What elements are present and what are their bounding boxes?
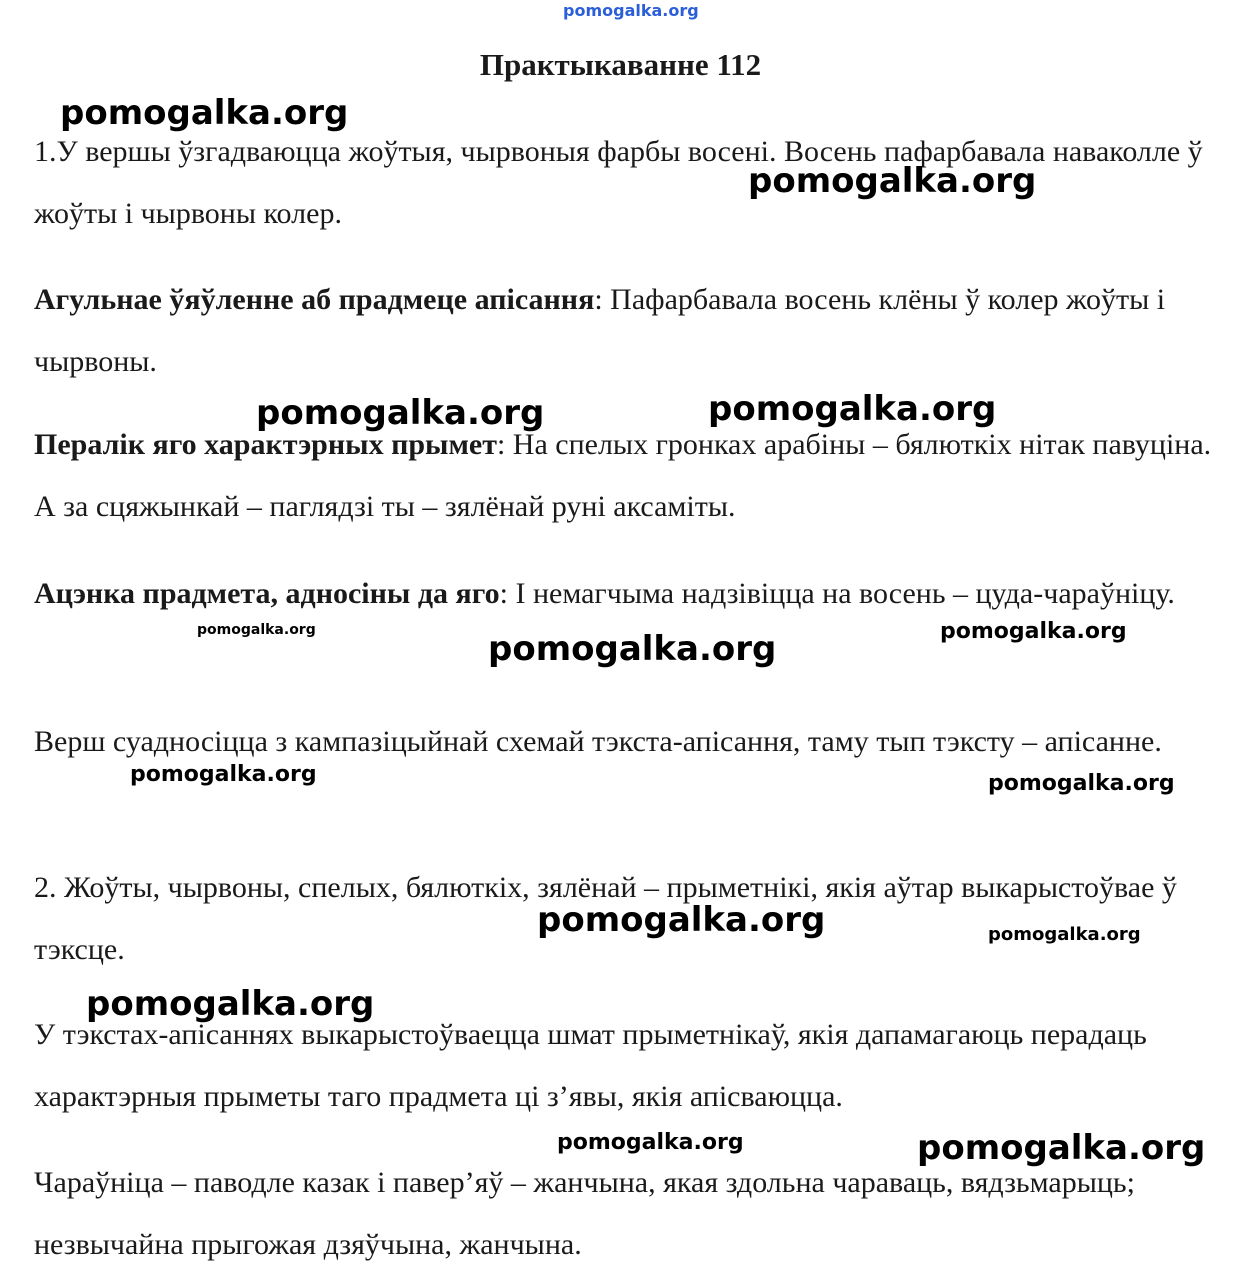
paragraph-definition: Чараўніца – паводле казак і павер’яў – жанчына, якая здольна чараваць, вядзьмарыць; незвычайна прыгожая дзяўчына, жанчына.	[34, 1166, 1135, 1261]
page-title: Практыкаванне 112	[479, 47, 762, 82]
watermark: pomogalka.org	[988, 924, 1141, 945]
site-watermark-top[interactable]: pomogalka.org	[563, 1, 699, 20]
paragraph-2: 2. Жоўты, чырвоны, спелых, бялюткіх, зялёнай – прыметнікі, якія аўтар выкарыстоўвае ў тэксце.	[34, 871, 1177, 966]
paragraph-label: Ацэнка прадмета, адносіны да яго	[34, 577, 500, 610]
watermark: pomogalka.org	[557, 1130, 744, 1155]
watermark: pomogalka.org	[748, 161, 1037, 201]
paragraph-text: : І немагчыма надзівіцца на восень – цуда-чараўніцу.	[499, 577, 1175, 610]
paragraph-general-idea	[34, 269, 1214, 393]
paragraph-label: Агульнае ўяўленне аб прадмеце апісання	[34, 283, 595, 316]
paragraph-text: : Пафарбавала восень клёны ў колер жоўты і чырвоны.	[34, 283, 1166, 378]
watermark: pomogalka.org	[917, 1128, 1206, 1168]
paragraph-text: : На спелых гронках арабіны – бялюткіх нітак павуціна. А за сцяжынкай – паглядзі ты – зялёнай руні аксаміты.	[34, 428, 1212, 523]
watermark: pomogalka.org	[708, 389, 997, 429]
paragraph-features	[34, 414, 1214, 538]
watermark: pomogalka.org	[130, 762, 317, 787]
watermark: pomogalka.org	[988, 771, 1175, 796]
paragraph-1: 1.У вершы ўзгадваюцца жоўтыя, чырвоныя фарбы восені. Восень пафарбавала наваколле ў жоўты і чырвоны колер.	[34, 135, 1203, 230]
watermark: pomogalka.org	[86, 984, 375, 1024]
watermark: pomogalka.org	[940, 619, 1127, 644]
paragraph-label: Пералік яго характэрных прымет	[34, 428, 497, 461]
paragraph-conclusion: Верш суадносіцца з кампазіцыйнай схемай тэкста-апісання, таму тып тэксту – апісанне.	[34, 725, 1162, 758]
watermark: pomogalka.org	[537, 900, 826, 940]
watermark: pomogalka.org	[197, 622, 316, 638]
paragraph-evaluation	[34, 563, 1214, 625]
watermark: pomogalka.org	[256, 393, 545, 433]
paragraph-adjectives: У тэкстах-апісаннях выкарыстоўваецца шмат прыметнікаў, якія дапамагаюць перадаць характэрныя прыметы таго прадмета ці з’явы, якія апісваюцца.	[34, 1018, 1147, 1113]
watermark: pomogalka.org	[488, 629, 777, 669]
watermark: pomogalka.org	[60, 93, 349, 133]
